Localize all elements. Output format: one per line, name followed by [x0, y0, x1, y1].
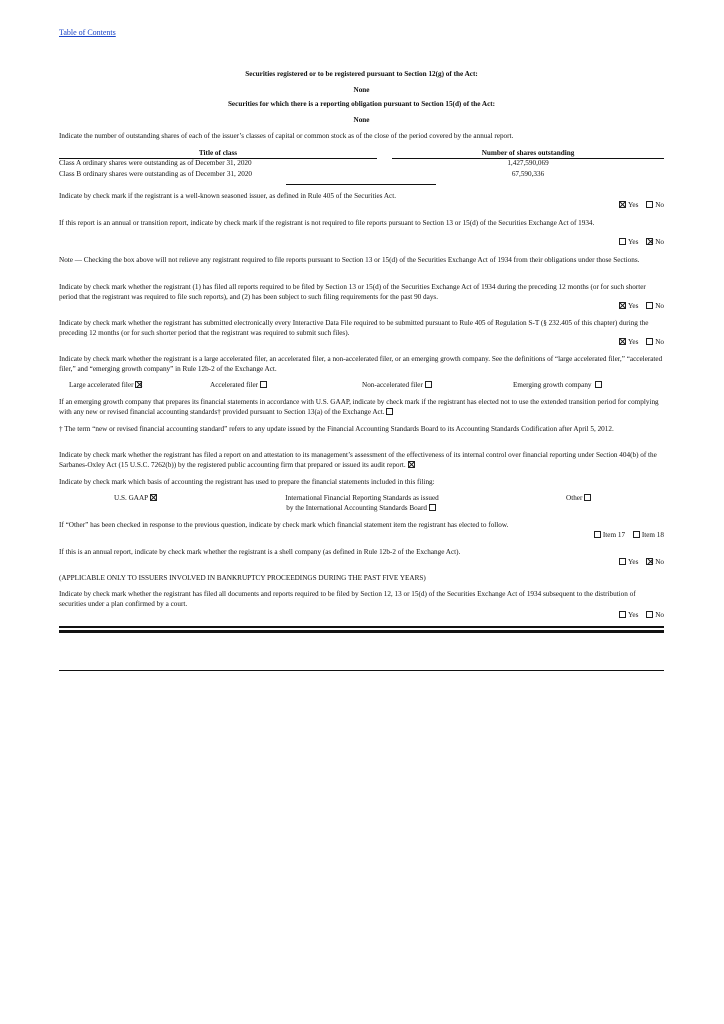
not-required-answer: Yes No	[619, 238, 664, 248]
page-break-rule	[59, 670, 664, 671]
ifrs-checkbox[interactable]	[429, 504, 436, 511]
table-of-contents-link[interactable]: Table of Contents	[59, 28, 116, 37]
filed-yes-checkbox[interactable]	[619, 302, 626, 309]
table-row-class-a-title: Class A ordinary shares were outstanding as of December 31, 2020	[59, 159, 252, 167]
question-other-item: If “Other” has been checked in response to the previous question, indicate by check mark which financial statement item the registrant has elected to follow.	[59, 521, 509, 529]
interactive-data-answer: Yes No	[619, 338, 664, 348]
filed-reports-answer: Yes No	[619, 302, 664, 312]
wksi-answer: Yes No	[619, 201, 664, 211]
section-15d-value: None	[353, 116, 370, 124]
shell-yes-checkbox[interactable]	[619, 558, 626, 565]
shell-company-answer: Yes No	[619, 558, 664, 568]
question-404b: Indicate by check mark whether the registrant has filed a report on and attestation to its management’s assessment of the effectiveness of its internal control over financial reporting under Section 404(b) of the Sarbanes-Oxley Act (15 U.S.C. 7262(b)) by the registered public accounting firm that prepared or issued its audit report.	[59, 451, 657, 469]
column-number-of-shares: Number of shares outstanding	[481, 149, 575, 157]
bankruptcy-yes-checkbox[interactable]	[619, 611, 626, 618]
bankruptcy-heading: (APPLICABLE ONLY TO ISSUERS INVOLVED IN BANKRUPTCY PROCEEDINGS DURING THE PAST FIVE YEARS)	[59, 574, 426, 582]
question-egc-transition: If an emerging growth company that prepares its financial statements in accordance with U.S. GAAP, indicate by check mark if the registrant has elected not to use the extended transition period for complying with any new or revised financial accounting standards† provided pursuant to Section 13(a) of the Exchange Act.	[59, 398, 659, 416]
question-shell-company: If this is an annual report, indicate by check mark whether the registrant is a shell company (as defined in Rule 12b-2 of the Exchange Act).	[59, 548, 461, 556]
footnote-accounting-standard: † The term “new or revised financial accounting standard” refers to any update issued by the Financial Accounting Standards Board to its Accounting Standards Codification after April 5, 2012.	[59, 425, 614, 433]
shell-no-checkbox[interactable]	[646, 558, 653, 565]
question-filed-reports: Indicate by check mark whether the registrant (1) has filed all reports required to be filed by Section 13 or 15(d) of the Securities Exchange Act of 1934 during the preceding 12 months (or for such shorter period that the registrant was required to file such reports), and (2) has been subject to such filing requirements for the past 90 days.	[59, 283, 646, 301]
section-12g-value: None	[353, 86, 370, 94]
not-required-no-checkbox[interactable]	[646, 238, 653, 245]
filed-no-checkbox[interactable]	[646, 302, 653, 309]
basis-option-other: Other	[566, 494, 593, 504]
filer-option-non-accelerated: Non-accelerated filer	[362, 381, 434, 391]
emerging-growth-checkbox[interactable]	[595, 381, 602, 388]
section-15d-heading: Securities for which there is a reporting obligation pursuant to Section 15(d) of the Act:	[227, 100, 496, 108]
wksi-no-checkbox[interactable]	[646, 201, 653, 208]
table-bottom-rule	[286, 184, 436, 185]
filer-option-large: Large accelerated filer	[69, 381, 144, 391]
interactive-yes-checkbox[interactable]	[619, 338, 626, 345]
egc-transition-checkbox[interactable]	[386, 408, 393, 415]
column-title-of-class: Title of class	[198, 149, 238, 157]
item-18-checkbox[interactable]	[633, 531, 640, 538]
other-basis-checkbox[interactable]	[584, 494, 591, 501]
table-row-class-b-title: Class B ordinary shares were outstanding as of December 31, 2020	[59, 170, 253, 178]
question-wksi: Indicate by check mark if the registrant is a well-known seasoned issuer, as defined in Rule 405 of the Securities Act.	[59, 192, 397, 200]
accelerated-checkbox[interactable]	[260, 381, 267, 388]
table-row-class-b-number: 67,590,336	[511, 170, 545, 178]
page-rule-1	[59, 626, 664, 628]
basis-option-ifrs: International Financial Reporting Standards as issued by the International Accounting Standards Board	[285, 494, 439, 512]
shares-intro: Indicate the number of outstanding shares of each of the issuer’s classes of capital or common stock as of the close of the period covered by the annual report.	[59, 132, 514, 140]
basis-option-gaap: U.S. GAAP	[114, 494, 159, 504]
question-bankruptcy: Indicate by check mark whether the registrant has filed all documents and reports required to be filed by Section 12, 13 or 15(d) of the Securities Exchange Act of 1934 subsequent to the distribution of securities under a plan confirmed by a court.	[59, 590, 636, 608]
filer-option-accelerated: Accelerated filer	[210, 381, 269, 391]
question-accounting-basis: Indicate by check mark which basis of accounting the registrant has used to prepare the financial statements included in this filing:	[59, 478, 435, 486]
note-paragraph: Note — Checking the box above will not relieve any registrant required to file reports pursuant to Section 13 or 15(d) of the Securities Exchange Act of 1934 from their obligations under those Sections.	[59, 256, 640, 264]
large-accelerated-checkbox[interactable]	[135, 381, 142, 388]
other-item-answer: Item 17 Item 18	[594, 531, 664, 541]
bankruptcy-answer: Yes No	[619, 611, 664, 621]
attestation-404b-checkbox[interactable]	[408, 461, 415, 468]
us-gaap-checkbox[interactable]	[150, 494, 157, 501]
not-required-yes-checkbox[interactable]	[619, 238, 626, 245]
wksi-yes-checkbox[interactable]	[619, 201, 626, 208]
bankruptcy-no-checkbox[interactable]	[646, 611, 653, 618]
question-not-required: If this report is an annual or transition report, indicate by check mark if the registrant is not required to file reports pursuant to Section 13 or 15(d) of the Securities Exchange Act of 1934.	[59, 219, 595, 227]
filer-option-emerging: Emerging growth company	[513, 381, 604, 391]
interactive-no-checkbox[interactable]	[646, 338, 653, 345]
question-interactive-data: Indicate by check mark whether the registrant has submitted electronically every Interactive Data File required to be submitted pursuant to Rule 405 of Regulation S-T (§ 232.405 of this chapter) during the preceding 12 months (or for such shorter period that the registrant was required to submit such files).	[59, 319, 649, 337]
table-row-class-a-number: 1,427,590,069	[507, 159, 549, 167]
item-17-checkbox[interactable]	[594, 531, 601, 538]
page-rule-2	[59, 630, 664, 633]
question-filer-status: Indicate by check mark whether the registrant is a large accelerated filer, an accelerated filer, a non-accelerated filer, or an emerging growth company. See the definitions of “large accelerated filer,” “accelerated filer,” and “emerging growth company” in Rule 12b-2 of the Exchange Act.	[59, 355, 663, 373]
section-12g-heading: Securities registered or to be registered pursuant to Section 12(g) of the Act:	[245, 70, 478, 78]
non-accelerated-checkbox[interactable]	[425, 381, 432, 388]
